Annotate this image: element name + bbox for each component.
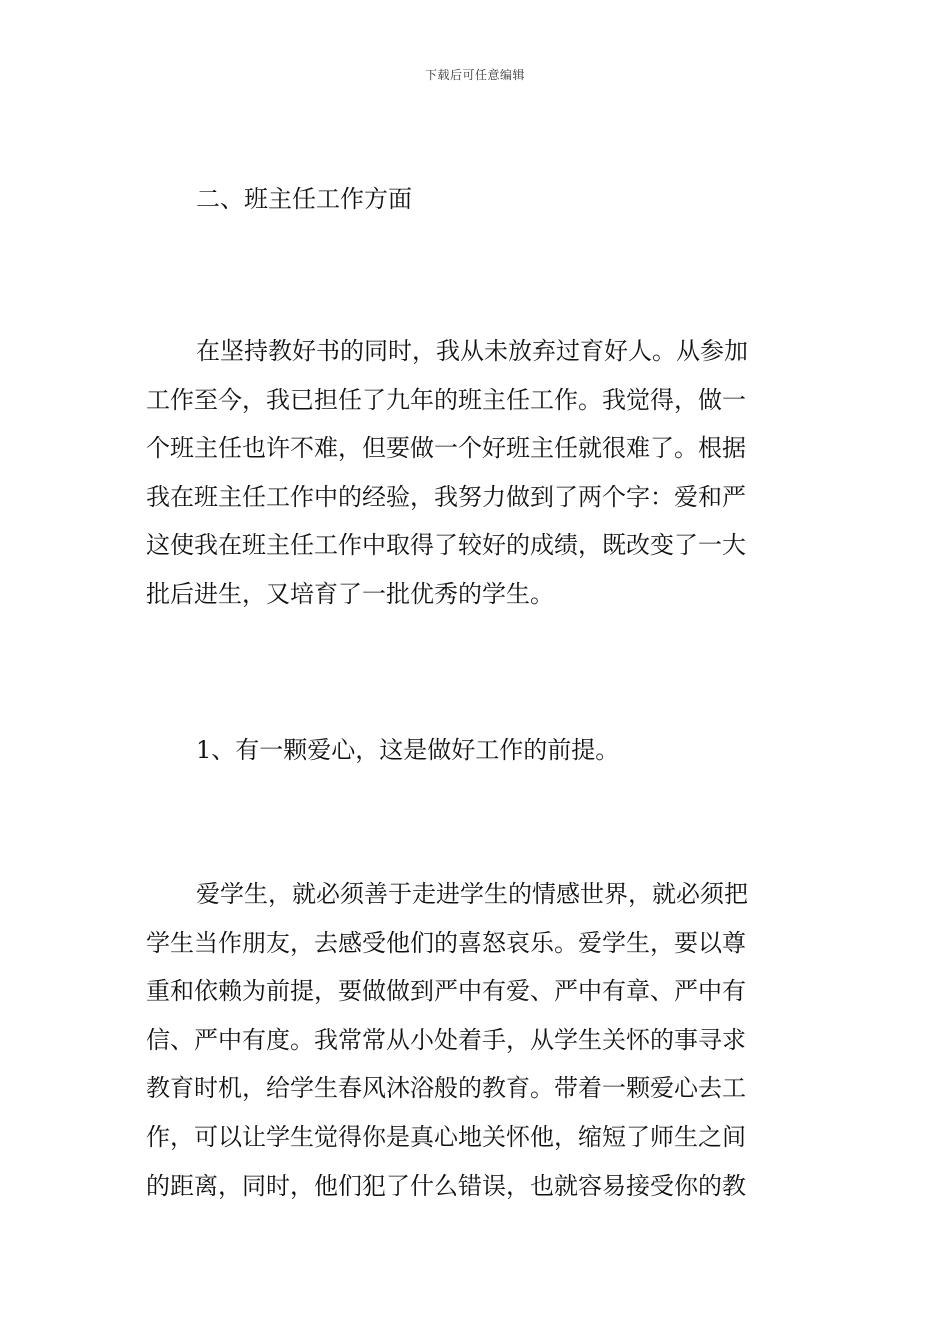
paragraph-2 [146, 870, 836, 1210]
paragraph-line: 我在班主任工作中的经验，我努力做到了两个字：爱和严 [146, 482, 746, 511]
page-header: 下载后可任意编辑 [424, 68, 525, 82]
paragraph-line: 信、严中有度。我常常从小处着手，从学生关怀的事寻求 [146, 1025, 746, 1054]
subheading: 1、有一颗爱心，这是做好工作的前提。 [196, 736, 620, 764]
paragraph-line: 的距离，同时，他们犯了什么错误，也就容易接受你的教 [146, 1171, 746, 1200]
paragraph-line: 学生当作朋友，去感受他们的喜怒哀乐。爱学生，要以尊 [146, 928, 746, 957]
paragraph-line: 教育时机，给学生春风沐浴般的教育。带着一颗爱心去工 [146, 1074, 746, 1103]
paragraph-line: 工作至今，我已担任了九年的班主任工作。我觉得，做一 [146, 385, 746, 414]
paragraph-line: 爱学生，就必须善于走进学生的情感世界，就必须把 [196, 880, 748, 908]
paragraph-line: 重和依赖为前提，要做做到严中有爱、严中有章、严中有 [146, 977, 746, 1006]
section-heading: 二、班主任工作方面 [196, 185, 412, 213]
paragraph-1 [146, 327, 836, 619]
paragraph-line: 个班主任也许不难，但要做一个好班主任就很难了。根据 [146, 434, 746, 463]
paragraph-line: 在坚持教好书的同时，我从未放弃过育好人。从参加 [196, 337, 748, 365]
paragraph-line: 作，可以让学生觉得你是真心地关怀他，缩短了师生之间 [146, 1122, 746, 1151]
paragraph-line: 批后进生，又培育了一批优秀的学生。 [146, 579, 554, 608]
paragraph-line: 这使我在班主任工作中取得了较好的成绩，既改变了一大 [146, 531, 746, 560]
